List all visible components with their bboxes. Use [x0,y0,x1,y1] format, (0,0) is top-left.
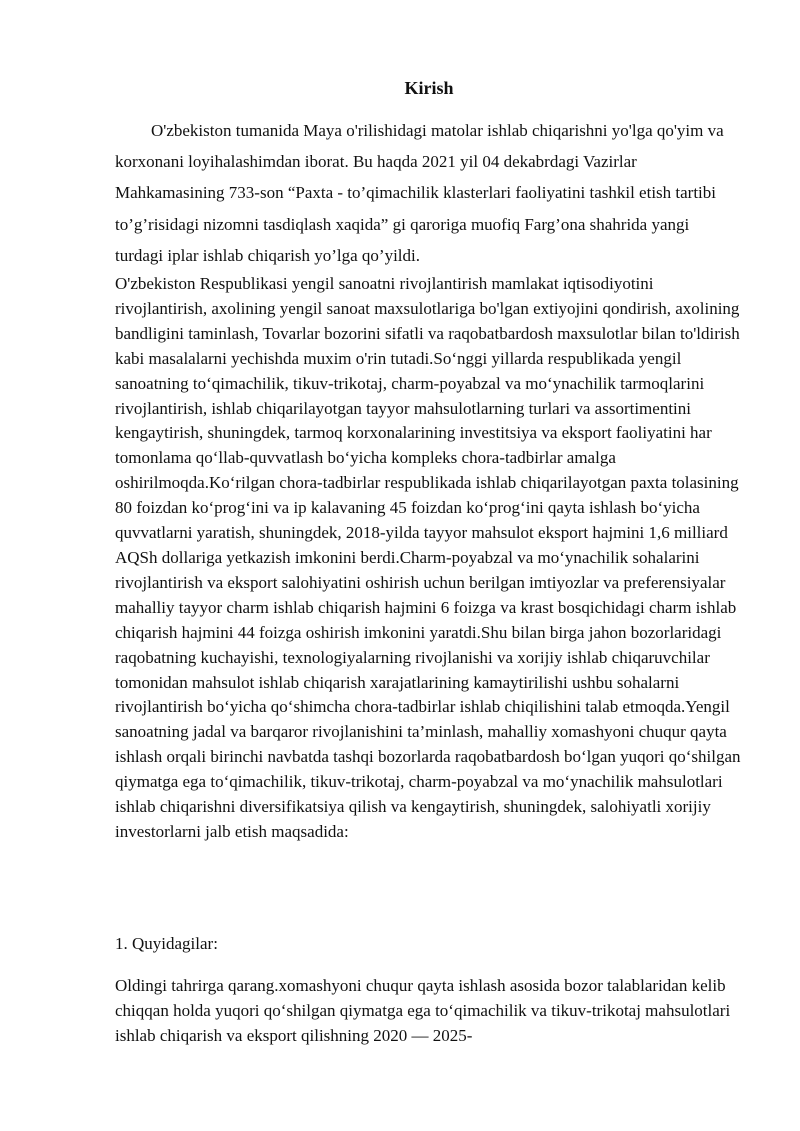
intro-paragraph: O'zbekiston tumanida Maya o'rilishidagi matolar ishlab chiqarishni yo'lga qo'yim va korxonani loyihalashimdan iborat. Bu haqda 2021 yil 04 dekabrdagi Vazirlar Mahkamasining 733-son “Paxta - to’qimachilik klasterlari faoliyatini tashkil etish tartibi to’g’risidagi nizomni tasdiqlash xaqida” gi qaroriga muofiq Farg’ona shahrida yangi turdagi iplar ishlab chiqarish yo’lga qo’yildi. [115,121,724,265]
list-heading: 1. Quyidagilar: [115,934,218,953]
final-paragraph: Oldingi tahrirga qarang.xomashyoni chuqur qayta ishlash asosida bozor talablaridan kelib chiqqan holda yuqori qo‘shilgan qiymatga ega to‘qimachilik va tikuv-trikotaj mahsulotlari ishlab chiqarish va eksport qilishning 2020 — 2025- [115,976,731,1045]
body-paragraph: O'zbekiston Respublikasi yengil sanoatni rivojlantirish mamlakat iqtisodiyotini rivojlantirish, axolining yengil sanoat maxsulotlariga bo'lgan extiyojini qondirish, axolining bandligini taminlash, Tovarlar bozorini sifatli va raqobatbardosh maxsulotlar bilan to'ldirish kabi masalalarni yechishda muxim o'rin tutadi.So‘nggi yillarda respublikada yengil sanoatning to‘qimachilik, tikuv-trikotaj, charm-poyabzal va mo‘ynachilik tarmoqlarini rivojlantirish, ishlab chiqarilayotgan tayyor mahsulotlarning turlari va assortimentini kengaytirish, shuningdek, tarmoq korxonalarining investitsiya va eksport faoliyatini har tomonlama qo‘llab-quvvatlash bo‘yicha kompleks chora-tadbirlar amalga oshirilmoqda.Ko‘rilgan chora-tadbirlar respublikada ishlab chiqarilayotgan paxta tolasining 80 foizdan ko‘prog‘ini va ip kalavaning 45 foizdan ko‘prog‘ini qayta ishlash bo‘yicha quvvatlarni yaratish, shuningdek, 2018-yilda tayyor mahsulot eksport hajmini 1,6 milliard AQSh dollariga yetkazish imkonini berdi.Charm-poyabzal va mo‘ynachilik sohalarini rivojlantirish va eksport salohiyatini oshirish uchun berilgan imtiyozlar va preferensiyalar mahalliy tayyor charm ishlab chiqarish hajmini 6 foizga va krast bosqichidagi charm ishlab chiqarish hajmini 44 foizga oshirish imkonini yaratdi.Shu bilan birga jahon bozorlaridagi raqobatning kuchayishi, texnologiyalarning rivojlanishi va xorijiy ishlab chiqaruvchilar tomonidan mahsulot ishlab chiqarish xarajatlarining kamaytirilishi ushbu sohalarni rivojlantirish bo‘yicha qo‘shimcha chora-tadbirlar ishlab chiqilishini talab etmoqda.Yengil sanoatning jadal va barqaror rivojlanishini ta’minlash, mahalliy xomashyoni chuqur qayta ishlash orqali birinchi navbatda tashqi bozorlarda raqobatbardosh bo‘lgan yuqori qo‘shilgan qiymatga ega to‘qimachilik, tikuv-trikotaj, charm-poyabzal va mo‘ynachilik mahsulotlari ishlab chiqarishni diversifikatsiya qilish va kengaytirish, shuningdek, salohiyatli xorijiy investorlarni jalb etish maqsadida: [115,274,741,841]
page-title: Kirish [404,78,454,98]
